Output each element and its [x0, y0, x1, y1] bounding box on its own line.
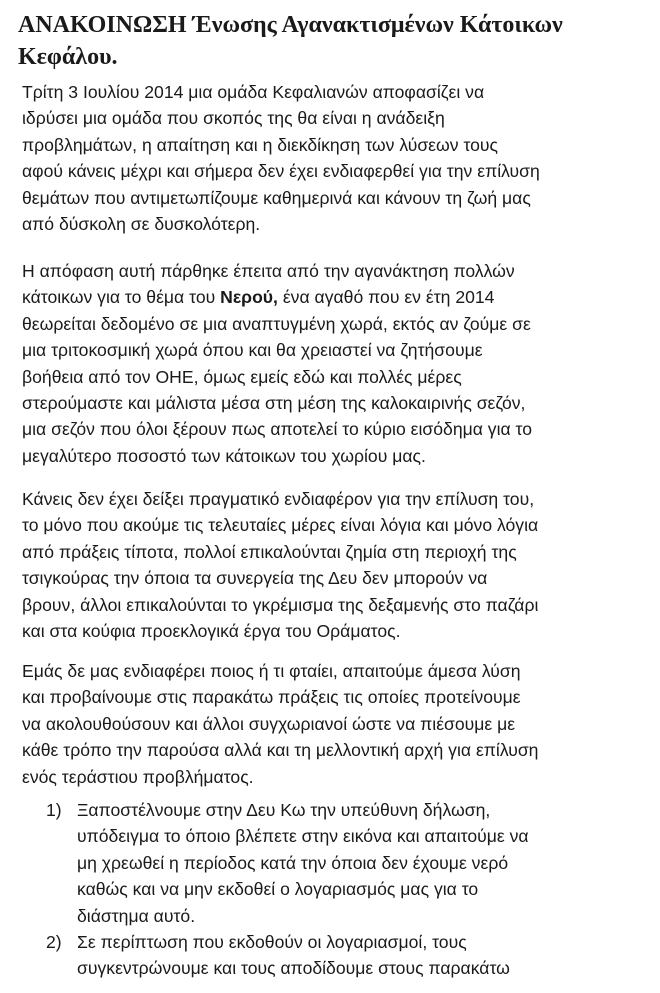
bold-water-word: Νερού,: [220, 287, 278, 308]
text-line: μεγαλύτερο ποσοστό των κάτοικων του χωρίου μας.: [22, 445, 426, 466]
text-line: το μόνο που ακούμε τις τελευταίες μέρες είναι λόγια και μόνο λόγια: [22, 515, 539, 536]
text-line: θεωρείται δεδομένο σε μια αναπτυγμένη χωρά, εκτός αν ζούμε σε: [22, 313, 531, 334]
text-line: κάθε τρόπο την παρούσα αλλά και τη μελλοντική αρχή για επίλυση: [22, 740, 539, 761]
text-line: Η απόφαση αυτή πάρθηκε έπειτα από την αγανάκτηση πολλών: [22, 261, 515, 281]
text-run: κάτοικων για το θέμα του: [22, 287, 221, 308]
paragraph-no-interest: [22, 486, 642, 644]
text-line: υπόδειγμα το όποιο βλέπετε στην εικόνα και απαιτούμε να: [77, 826, 529, 847]
paragraph-water-decision: [22, 258, 642, 469]
text-line: και στα κούφια προεκλογικά έργα του Οράματος.: [22, 621, 401, 642]
title-line: Κεφάλου.: [18, 44, 118, 70]
text-line: βοήθεια από τον ΟΗΕ, όμως εμείς εδώ και πολλές μέρες: [22, 366, 462, 387]
document-title: [18, 9, 648, 73]
list-item-body: [77, 797, 660, 929]
text-line: μια τριτοκοσμική χωρά όπου και θα χρειαστεί να ζητήσουμε: [22, 340, 483, 361]
text-line: διάστημα αυτό.: [77, 905, 196, 926]
text-run: ένα αγαθό που εν έτη 2014: [277, 287, 495, 308]
text-line: μια σεζόν που όλοι ξέρουν πως αποτελεί το κύριο εισόδημα για το: [22, 419, 533, 440]
text-line: θεμάτων που αντιμετωπίζουμε καθημερινά και κάνουν τη ζωή μας: [22, 187, 531, 208]
actions-list: [0, 797, 660, 982]
text-line: ενός τεράστιου προβλήματος.: [22, 766, 254, 787]
text-line: και προβαίνουμε στις παρακάτω πράξεις τις οποίες προτείνουμε: [22, 687, 521, 708]
text-line: καθώς και να μην εκδοθεί ο λογαριασμός μας για το: [77, 879, 479, 900]
title-line: ΑΝΑΚΟΙΝΩΣΗ Ένωσης Αγανακτισμένων Κάτοικων: [18, 12, 563, 38]
text-line: ιδρύσει μια ομάδα που σκοπός της θα είναι η ανάδειξη: [22, 108, 445, 129]
text-line: στερούμαστε και μάλιστα μέσα στη μέση της καλοκαιρινής σεζόν,: [22, 393, 526, 414]
text-line: συγκεντρώνουμε και τους αποδίδουμε στους παρακάτω: [77, 958, 510, 979]
list-marker: 1): [46, 800, 62, 820]
text-line: Εμάς δε μας ενδιαφέρει ποιος ή τι φταίει, απαιτούμε άμεσα λύση: [22, 661, 521, 681]
list-item: [0, 797, 660, 929]
text-line: προβλημάτων, η απαίτηση και η διεκδίκηση των λύσεων τους: [22, 134, 499, 155]
list-item: [0, 929, 660, 982]
list-marker: 2): [46, 932, 62, 953]
text-line: βρουν, άλλοι επικαλούνται το γκρέμισμα της δεξαμενής στο παζάρι: [22, 594, 539, 615]
text-line: Σε περίπτωση που εκδοθούν οι λογαριασμοί, τους: [77, 932, 467, 953]
text-line: μη χρεωθεί η περίοδος κατά την όποια δεν έχουμε νερό: [77, 852, 509, 873]
list-item-body: [77, 929, 660, 982]
paragraph-intro: [22, 79, 642, 237]
text-line: τσιγκούρας την όποια τα συνεργεία της Δευ δεν μπορούν να: [22, 568, 488, 589]
text-line: αφού κάνεις μέχρι και σήμερα δεν έχει ενδιαφερθεί για την επίλυση: [22, 161, 540, 182]
text-line: [22, 284, 642, 310]
text-line: Κάνεις δεν έχει δείξει πραγματικό ενδιαφέρον για την επίλυση του,: [22, 489, 535, 509]
text-line: Τρίτη 3 Ιουλίου 2014 μια ομάδα Κεφαλιανών αποφασίζει να: [22, 82, 485, 102]
text-line: από δύσκολη σε δυσκολότερη.: [22, 214, 261, 235]
text-line: από πράξεις τίποτα, πολλοί επικαλούνται ζημία στη περιοχή της: [22, 541, 517, 562]
paragraph-demands: [22, 658, 642, 790]
text-line: να ακολουθούσουν και άλλοι συγχωριανοί ώστε να πιέσουμε με: [22, 713, 516, 734]
text-line: Ξαποστέλνουμε στην Δευ Κω την υπεύθυνη δήλωση,: [77, 800, 491, 820]
